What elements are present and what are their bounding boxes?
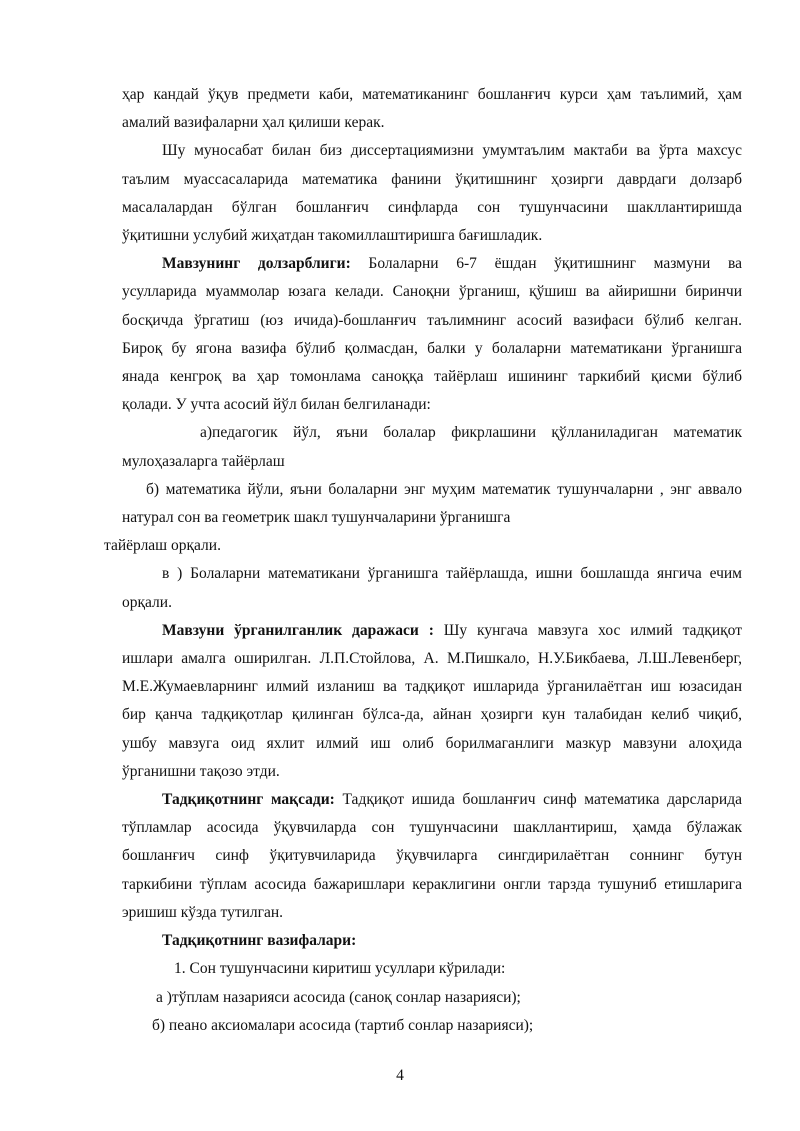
tasks-section <box>122 927 742 1040</box>
text-line: тайёрлаш орқали. <box>104 537 221 555</box>
page-number: 4 <box>396 1067 404 1084</box>
text-line: а)педагогик йўл, яъни болалар фикрлашини қўлланиладиган математик <box>200 424 742 442</box>
text-line: янада кенгроқ ва ҳар томонлама саноққа тайёрлаш ишининг таркибий қисми бўлиб <box>122 368 742 386</box>
text-line: Тадқиқотнинг мақсади: Тадқиқот ишида бошланғич синф математика дарсларида <box>162 791 742 809</box>
paragraph-study-level <box>122 617 742 786</box>
study-level-heading: Мавзуни ўрганилганлик даражаси : <box>162 621 434 639</box>
text-line: таркибини тўплам асосида бажаришлари кераклигини онгли тарзда тушуниб етишларига <box>122 875 742 893</box>
text-line: ишлари амалга оширилган. Л.П.Стойлова, А. М.Пишкало, Н.У.Бикбаева, Л.Ш.Левенберг, <box>122 650 742 668</box>
text-line: усулларида муаммолар юзага келади. Саноқни ўрганиш, қўшиш ва айиришни биринчи <box>122 283 742 301</box>
goal-heading: Тадқиқотнинг мақсади: <box>162 791 335 809</box>
list-item-b <box>104 476 742 561</box>
text-line: орқали. <box>122 593 172 611</box>
text-line: Бироқ бу ягона вазифа бўлиб қолмасдан, балки у болаларни математикани ўрганишга <box>122 339 742 357</box>
text-line: б) математика йўли, яъни болаларни энг муҳим математик тушунчаларни , энг аввало <box>146 480 742 498</box>
text-line: М.Е.Жумаевларнинг илмий изланиш ва тадқиқот ишларида ўрганилаётган иш юзасидан <box>122 678 742 696</box>
text-line: Мавзуни ўрганилганлик даражаси : Шу кунгача мавзуга хос илмий тадқиқот <box>162 621 742 639</box>
tasks-heading: Тадқиқотнинг вазифалари: <box>162 932 357 950</box>
document-body <box>104 81 742 1040</box>
text-line: мулоҳазаларга тайёрлаш <box>122 452 285 470</box>
text-line: тўпламлар асосида ўқувчиларда сон тушунчасини шакллантириш, ҳамда бўлажак <box>122 819 742 837</box>
text-line: бир қанча тадқиқотлар қилинган бўлса-да, айнан ҳозирги кун талабидан келиб чиқиб, <box>122 706 742 724</box>
paragraph-intro <box>122 81 742 137</box>
list-item-a <box>122 419 742 475</box>
text-line: масалалардан бўлган бошланғич синфларда сон тушунчасини шакллантиришда <box>122 198 742 216</box>
text-line: қолади. У учта асосий йўл билан белгиланади: <box>122 396 431 414</box>
text-line: таълим муассасаларида математика фанини ўқитишнинг ҳозирги даврдаги долзарб <box>122 170 742 188</box>
text-line: амалий вазифаларни ҳал қилиши керак. <box>122 114 385 132</box>
text-line: ўрганишни тақозо этди. <box>122 762 280 780</box>
task-sub-item-b: б) пеано аксиомалари асосида (тартиб сонлар назарияси); <box>152 1016 534 1034</box>
task-sub-item-a: а )тўплам назарияси асосида (саноқ сонлар назарияси); <box>156 988 521 1006</box>
task-item-1: 1. Сон тушунчасини киритиш усуллари кўрилади: <box>174 960 506 978</box>
paragraph-dissertation-topic <box>122 137 742 250</box>
text-line: ҳар кандай ўқув предмети каби, математиканинг бошланғич курси ҳам таълимий, ҳам <box>122 86 742 103</box>
text-line: босқичда ўргатиш (юз ичида)-бошланғич таълимнинг асосий вазифаси бўлиб келган. <box>122 311 742 329</box>
text-line: в ) Болаларни математикани ўрганишга тайёрлашда, ишни бошлашда янгича ечим <box>162 565 742 583</box>
relevance-heading: Мавзунинг долзарблиги: <box>162 255 351 273</box>
text-line: ўқитишни услубий жиҳатдан такомиллаштиришга бағишладик. <box>122 227 543 245</box>
list-item-v <box>122 560 742 616</box>
text-line: Шу муносабат билан биз диссертациямизни умумтаълим мактаби ва ўрта махсус <box>162 142 742 160</box>
paragraph-relevance <box>122 250 742 419</box>
text-line: эришиш кўзда тутилган. <box>122 903 284 921</box>
text-line: бошланғич синф ўқитувчиларида ўқувчиларга сингдирилаётган соннинг бутун <box>122 847 742 865</box>
text-line: Мавзунинг долзарблиги: Болаларни 6-7 ёшдан ўқитишнинг мазмуни ва <box>162 255 742 273</box>
text-line: натурал сон ва геометрик шакл тушунчаларини ўрганишга <box>122 509 511 527</box>
text-line: ушбу мавзуга оид яхлит илмий иш олиб борилмаганлиги мазкур мавзуни алоҳида <box>122 734 742 752</box>
paragraph-goal <box>122 786 742 927</box>
